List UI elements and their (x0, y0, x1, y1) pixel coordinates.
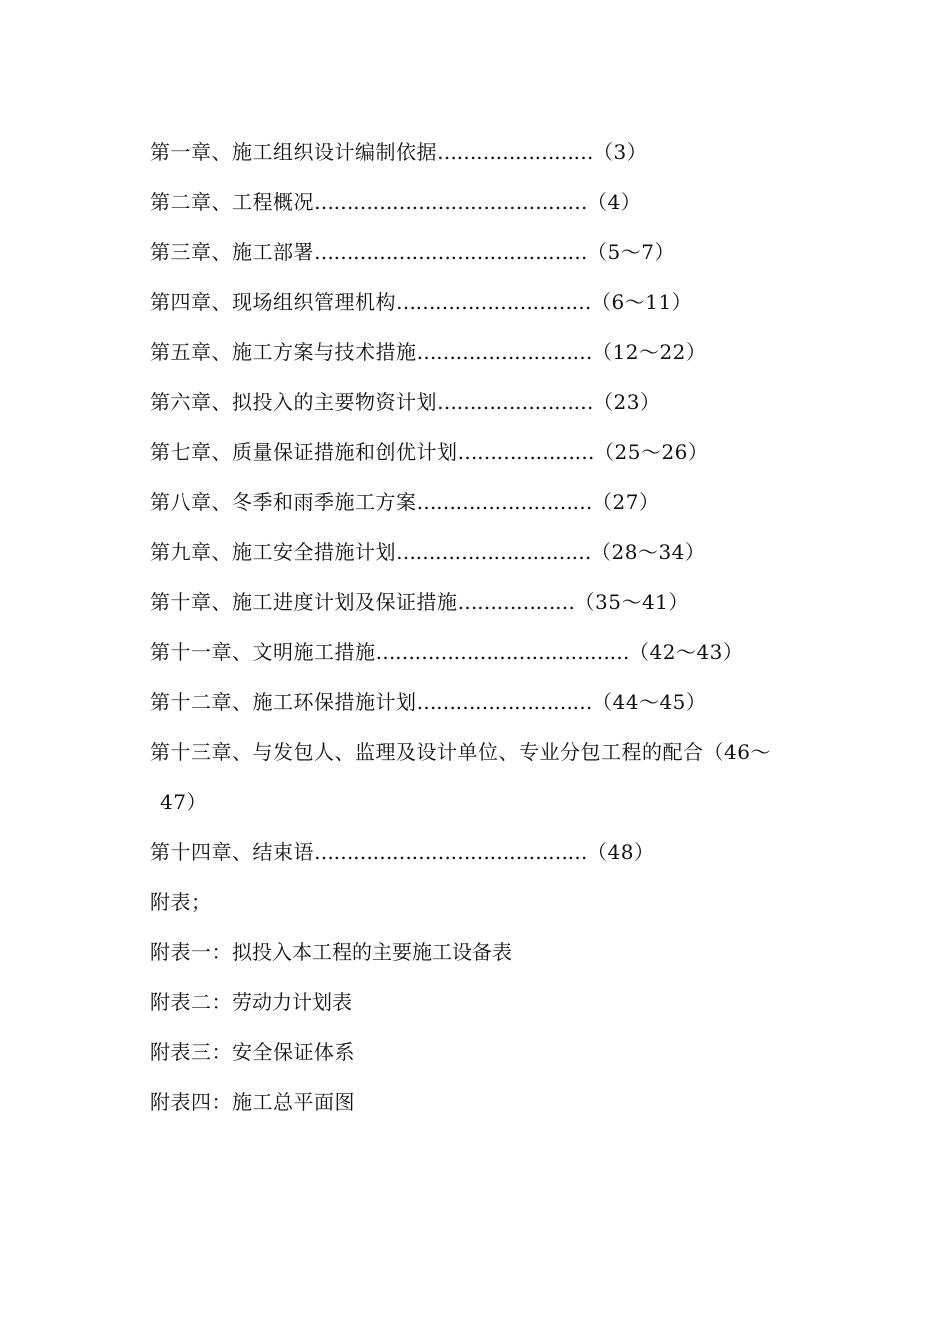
toc-entry-chapter-14 (150, 836, 840, 886)
toc-entry-title: 第六章、拟投入的主要物资计划 (150, 390, 437, 414)
toc-page-range: （4） (587, 190, 642, 214)
toc-leader-dots: …………………… (437, 390, 593, 414)
toc-leader-dots: …………………………………… (314, 840, 587, 864)
toc-entry-chapter-8 (150, 486, 840, 536)
toc-entry-chapter-3 (150, 236, 840, 286)
toc-entry-title: 第十四章、结束语 (150, 840, 314, 864)
toc-page-range: （12～22） (592, 340, 707, 364)
toc-leader-dots: ……………………… (416, 690, 592, 714)
toc-leader-dots: ………………………… (396, 290, 591, 314)
toc-entry-title: 第十二章、施工环保措施计划 (150, 690, 417, 714)
toc-entry-chapter-13 (150, 736, 840, 786)
table-of-contents (150, 136, 840, 1136)
toc-entry-title: 第十一章、文明施工措施 (150, 640, 376, 664)
appendix-title: 劳动力计划表 (232, 990, 352, 1014)
toc-entry-title: 第九章、施工安全措施计划 (150, 540, 396, 564)
appendix-prefix: 附表一： (150, 940, 232, 964)
toc-leader-dots: …………………… (437, 140, 593, 164)
toc-leader-dots: ……………………… (416, 490, 592, 514)
toc-entry-chapter-9 (150, 536, 840, 586)
toc-entry-chapter-10 (150, 586, 840, 636)
toc-entry-chapter-6 (150, 386, 840, 436)
appendix-item-3 (150, 1036, 840, 1086)
toc-page-range: （28～34） (591, 540, 706, 564)
toc-page-range: （3） (593, 140, 648, 164)
toc-leader-dots: ………………………………… (375, 640, 629, 664)
toc-page-range: （35～41） (574, 590, 689, 614)
toc-entry-title: 第七章、质量保证措施和创优计划 (150, 440, 458, 464)
toc-leader-dots: …………………………………… (314, 190, 587, 214)
appendix-prefix: 附表三： (150, 1040, 232, 1064)
toc-entry-title: 第二章、工程概况 (150, 190, 314, 214)
toc-entry-chapter-2 (150, 186, 840, 236)
toc-entry-chapter-12 (150, 686, 840, 736)
toc-entry-chapter-4 (150, 286, 840, 336)
toc-entry-title: 第一章、施工组织设计编制依据 (150, 140, 437, 164)
toc-entry-chapter-5 (150, 336, 840, 386)
toc-entry-chapter-1 (150, 136, 840, 186)
toc-page-range: （23） (593, 390, 661, 414)
toc-leader-dots: ………………… (457, 440, 594, 464)
appendix-prefix: 附表二： (150, 990, 232, 1014)
toc-entry-title: 第十章、施工进度计划及保证措施 (150, 590, 458, 614)
toc-leader-dots: ………………………… (396, 540, 591, 564)
toc-page-range: （42～43） (629, 640, 744, 664)
appendix-item-1 (150, 936, 840, 986)
appendix-item-4 (150, 1086, 840, 1136)
appendix-title: 拟投入本工程的主要施工设备表 (232, 940, 512, 964)
toc-entry-chapter-13-continued (150, 786, 840, 836)
toc-leader-dots: ……………… (457, 590, 575, 614)
toc-page-range: （44～45） (592, 690, 707, 714)
toc-leader-dots: …………………………………… (314, 240, 587, 264)
toc-page-range: （27） (592, 490, 660, 514)
appendix-prefix: 附表四： (150, 1090, 232, 1114)
toc-entry-title: 第十三章、与发包人、监理及设计单位、专业分包工程的配合（46～ (150, 740, 771, 764)
toc-entry-title: 第五章、施工方案与技术措施 (150, 340, 417, 364)
appendix-heading: 附表； (150, 890, 212, 914)
toc-page-range: （25～26） (594, 440, 709, 464)
toc-page-range: （6～11） (591, 290, 693, 314)
toc-leader-dots: ……………………… (416, 340, 592, 364)
toc-entry-title: 第八章、冬季和雨季施工方案 (150, 490, 417, 514)
toc-page-range: 47） (160, 790, 207, 814)
appendix-title: 安全保证体系 (232, 1040, 355, 1064)
toc-entry-chapter-7 (150, 436, 840, 486)
toc-entry-title: 第三章、施工部署 (150, 240, 314, 264)
toc-page-range: （5～7） (587, 240, 675, 264)
toc-entry-chapter-11 (150, 636, 840, 686)
appendix-title: 施工总平面图 (232, 1090, 355, 1114)
appendix-item-2 (150, 986, 840, 1036)
toc-page-range: （48） (587, 840, 655, 864)
toc-entry-title: 第四章、现场组织管理机构 (150, 290, 396, 314)
